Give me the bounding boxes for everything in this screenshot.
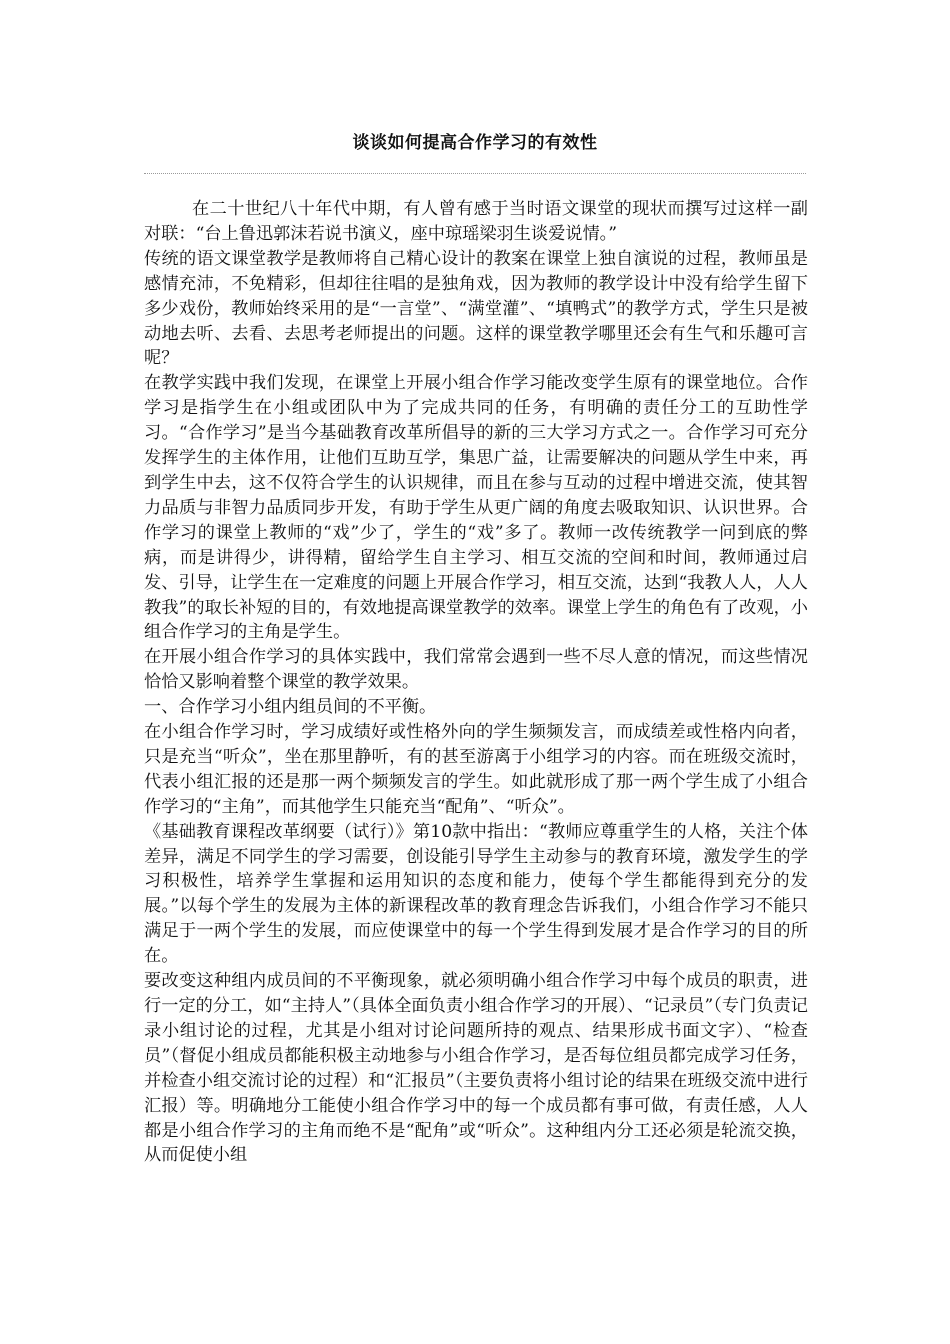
section-heading: 一、合作学习小组内组员间的不平衡。 bbox=[144, 697, 437, 718]
paragraph: 传统的语文课堂教学是教师将自己精心设计的教案在课堂上独自演说的过程，教师虽是感情充沛，不免精彩，但却往往唱的是独角戏，因为教师的教学设计中没有给学生留下多少戏份，教师始终采用的是“一言堂”、“满堂灌”、“填鸭式”的教学方式，学生只是被动地去听、去看、去思考老师提出的问题。这样的课堂教学哪里还会有生气和乐趣可言呢？ bbox=[144, 248, 808, 369]
paragraph: 要改变这种组内成员间的不平衡现象，就必须明确小组合作学习中每个成员的职责，进行一定的分工，如“主持人”（具体全面负责小组合作学习的开展）、“记录员”（专门负责记录小组讨论的过程，尤其是小组对讨论问题所持的观点、结果形成书面文字）、“检查员”（督促小组成员都能积极主动地参与小组合作学习，是否每位组员都完成学习任务，并检查小组交流讨论的过程）和“汇报员”（主要负责将小组讨论的结果在班级交流中进行汇报）等。明确地分工能使小组合作学习中的每一个成员都有事可做，有责任感，人人都是小组合作学习的主角而绝不是“配角”或“听众”。这种组内分工还必须是轮流交换，从而促使小组 bbox=[144, 971, 808, 1166]
document-body bbox=[144, 197, 808, 1168]
document-title: 谈谈如何提高合作学习的有效性 bbox=[352, 133, 598, 153]
paragraph: 在小组合作学习时，学习成绩好或性格外向的学生频频发言，而成绩差或性格内向者，只是充当“听众”，坐在那里静听，有的甚至游离于小组学习的内容。而在班级交流时，代表小组汇报的还是那一两个频频发言的学生。如此就形成了那一两个学生成了小组合作学习的“主角”，而其他学生只能充当“配角”、“听众”。 bbox=[144, 722, 808, 817]
paragraph: 《基础教育课程改革纲要（试行）》第10款中指出：“教师应尊重学生的人格，关注个体差异，满足不同学生的学习需要，创设能引导学生主动参与的教育环境，激发学生的学习积极性，培养学生掌握和运用知识的态度和能力，使每个学生都能得到充分的发展。”以每个学生的发展为主体的新课程改革的教育理念告诉我们，小组合作学习不能只满足于一两个学生的发展，而应使课堂中的每一个学生得到发展才是合作学习的目的所在。 bbox=[144, 821, 808, 967]
title-divider bbox=[144, 173, 806, 174]
paragraph: 在二十世纪八十年代中期，有人曾有感于当时语文课堂的现状而撰写过这样一副对联：“台上鲁迅郭沫若说书演义，座中琼瑶梁羽生谈爱说情。” bbox=[144, 199, 808, 244]
paragraph: 在教学实践中我们发现，在课堂上开展小组合作学习能改变学生原有的课堂地位。合作学习是指学生在小组或团队中为了完成共同的任务，有明确的责任分工的互助性学习。“合作学习”是当今基础教育改革所倡导的新的三大学习方式之一。合作学习可充分发挥学生的主体作用，让他们互助互学，集思广益，让需要解决的问题从学生中来，再到学生中去，这不仅符合学生的认识规律，而且在参与互动的过程中增进交流，使其智力品质与非智力品质同步开发，有助于学生从更广阔的角度去吸取知识、认识世界。合作学习的课堂上教师的“戏”少了，学生的“戏”多了。教师一改传统教学一问到底的弊病，而是讲得少，讲得精，留给学生自主学习、相互交流的空间和时间，教师通过启发、引导，让学生在一定难度的问题上开展合作学习，相互交流，达到“我教人人，人人教我”的取长补短的目的，有效地提高课堂教学的效率。课堂上学生的角色有了改观，小组合作学习的主角是学生。 bbox=[144, 373, 808, 643]
paragraph: 在开展小组合作学习的具体实践中，我们常常会遇到一些不尽人意的情况，而这些情况恰恰又影响着整个课堂的教学效果。 bbox=[144, 647, 808, 693]
